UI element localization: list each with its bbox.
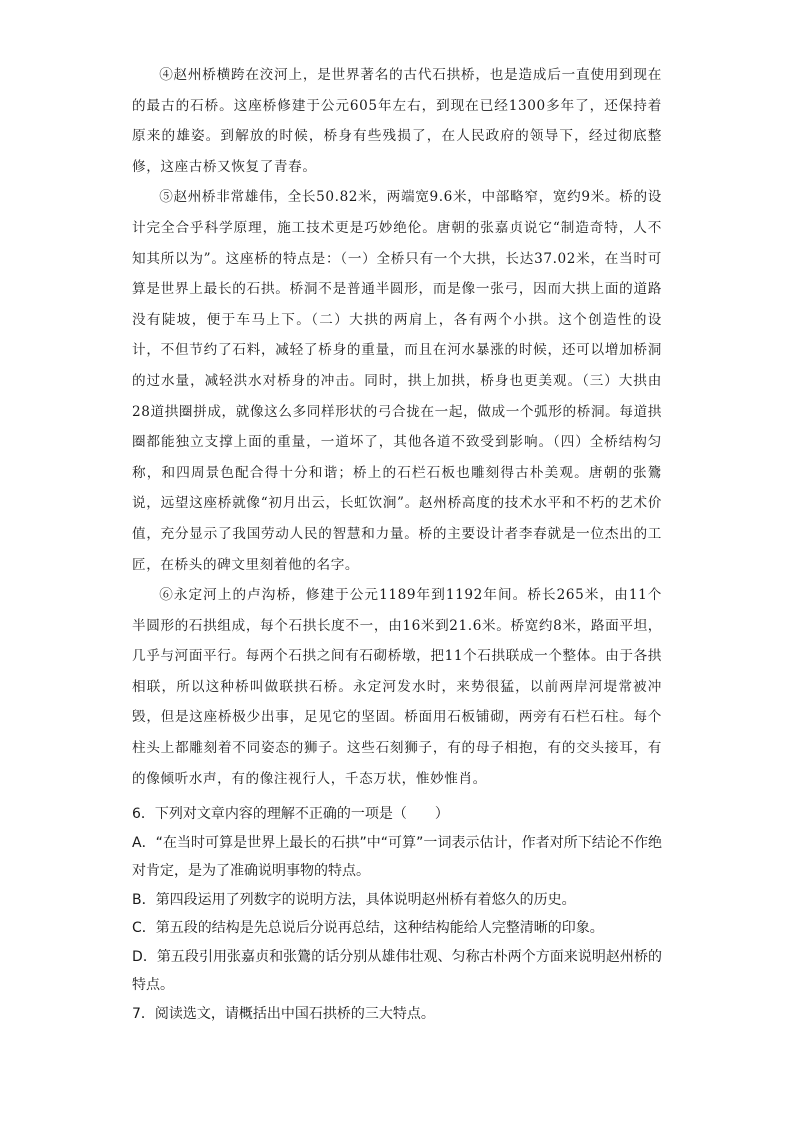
question-6-option-c: C．第五段的结构是先总说后分说再总结，这种结构能给人完整清晰的印象。: [132, 920, 604, 937]
question-7: [132, 1000, 662, 1029]
passage-paragraph-5: ⑤赵州桥非常雄伟，全长50.82米，两端宽9.6米，中部略窄，宽约9米。桥的设计完全合乎科学原理，施工技术更是巧妙绝伦。唐朝的张嘉贞说它“制造奇特，人不知其所以为”。这座桥的特点是：（一）全桥只有一个大拱，长达37.02米，在当时可算是世界上最长的石拱。桥洞不是普通半圆形，而是像一张弓，因而大拱上面的道路没有陡坡，便于车马上下。（二）大拱的两肩上，各有两个小拱。这个创造性的设计，不但节约了石料，减轻了桥身的重量，而且在河水暴涨的时候，还可以增加桥洞的过水量，减轻洪水对桥身的冲击。同时，拱上加拱，桥身也更美观。（三）大拱由28道拱圈拼成，就像这么多同样形状的弓合拢在一起，做成一个弧形的桥洞。每道拱圈都能独立支撑上面的重量，一道坏了，其他各道不致受到影响。（四）全桥结构匀称，和四周景色配合得十分和谐；桥上的石栏石板也雕刻得古朴美观。唐朝的张鷟说，远望这座桥就像“初月出云，长虹饮涧”。赵州桥高度的技术水平和不朽的艺术价值，充分显示了我国劳动人民的智慧和力量。桥的主要设计者李春就是一位杰出的工匠，在桥头的碑文里刻着他的名字。: [132, 189, 662, 573]
question-6: [132, 800, 662, 1000]
passage-paragraph-4: ④赵州桥横跨在洨河上，是世界著名的古代石拱桥，也是造成后一直使用到现在的最古的石桥。这座桥修建于公元605年左右，到现在已经1300多年了，还保持着原来的雄姿。到解放的时候，桥身有些残损了，在人民政府的领导下，经过彻底整修，这座古桥又恢复了青春。: [132, 67, 662, 175]
question-6-stem: 6．下列对文章内容的理解不正确的一项是（ ）: [132, 806, 449, 823]
question-6-option-b: B．第四段运用了列数字的说明方法，具体说明赵州桥有着悠久的历史。: [132, 891, 576, 908]
passage-paragraph-6: ⑥永定河上的卢沟桥，修建于公元1189年到1192年间。桥长265米，由11个半圆形的石拱组成，每个石拱长度不一，由16米到21.6米。桥宽约8米，路面平坦，几乎与河面平行。每两个石拱之间有石砌桥墩，把11个石拱联成一个整体。由于各拱相联，所以这种桥叫做联拱石桥。永定河发水时，来势很猛，以前两岸河堤常被冲毁，但是这座桥极少出事，足见它的坚固。桥面用石板铺砌，两旁有石栏石柱。每个柱头上都雕刻着不同姿态的狮子。这些石刻狮子，有的母子相抱，有的交头接耳，有的像倾听水声，有的像注视行人，千态万状，惟妙惟肖。: [132, 587, 662, 787]
question-6-option-a: A．“在当时可算是世界上最长的石拱”中“可算”一词表示估计，作者对所下结论不作绝对肯定，是为了准确说明事物的特点。: [132, 834, 662, 880]
question-7-stem: 7．阅读选文，请概括出中国石拱桥的三大特点。: [132, 1005, 435, 1022]
question-6-option-d: D．第五段引用张嘉贞和张鷟的话分别从雄伟壮观、匀称古朴两个方面来说明赵州桥的特点。: [132, 948, 662, 994]
